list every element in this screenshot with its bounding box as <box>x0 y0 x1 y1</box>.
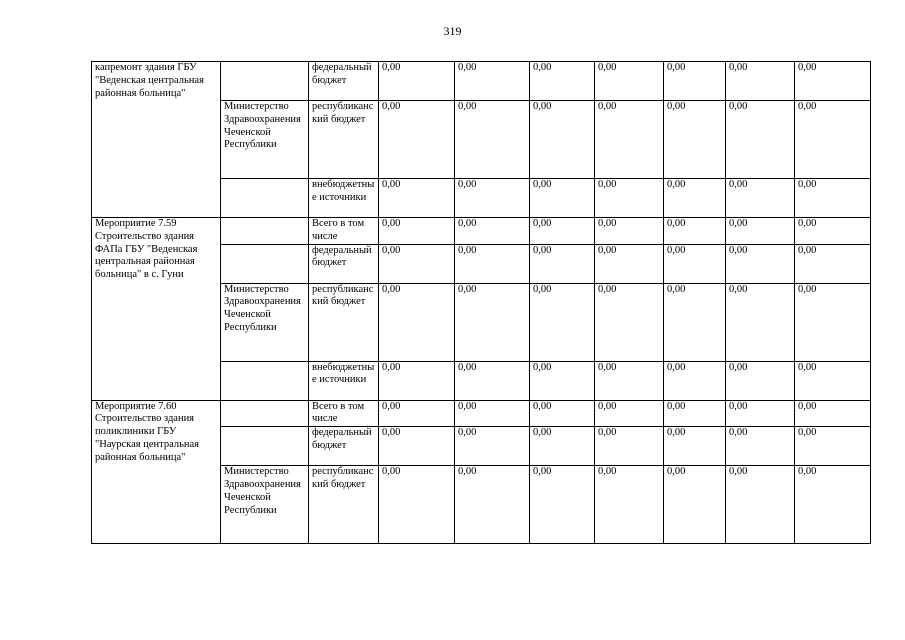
amount-cell: 0,00 <box>455 218 530 245</box>
amount-cell: 0,00 <box>664 179 726 218</box>
amount-cell: 0,00 <box>664 361 726 400</box>
amount-cell: 0,00 <box>795 466 871 544</box>
amount-cell: 0,00 <box>726 244 795 283</box>
amount-cell: 0,00 <box>795 179 871 218</box>
amount-cell: 0,00 <box>795 361 871 400</box>
amount-cell: 0,00 <box>595 361 664 400</box>
budget-table <box>91 61 871 544</box>
amount-cell: 0,00 <box>530 244 595 283</box>
table-row <box>92 400 871 427</box>
amount-cell: 0,00 <box>664 62 726 101</box>
amount-cell: 0,00 <box>726 400 795 427</box>
amount-cell: 0,00 <box>379 101 455 179</box>
amount-cell: 0,00 <box>379 283 455 361</box>
amount-cell: 0,00 <box>664 101 726 179</box>
amount-cell: 0,00 <box>795 218 871 245</box>
executor-cell: Министерство Здравоохранения Чеченской Республики <box>221 101 309 179</box>
amount-cell: 0,00 <box>455 466 530 544</box>
amount-cell: 0,00 <box>795 283 871 361</box>
executor-cell <box>221 218 309 245</box>
amount-cell: 0,00 <box>664 466 726 544</box>
amount-cell: 0,00 <box>530 427 595 466</box>
table-row <box>92 218 871 245</box>
executor-cell: Министерство Здравоохранения Чеченской Республики <box>221 466 309 544</box>
amount-cell: 0,00 <box>795 62 871 101</box>
funding-source-cell: федеральный бюджет <box>309 62 379 101</box>
amount-cell: 0,00 <box>664 244 726 283</box>
event-description-cell: Мероприятие 7.59 Строительство здания ФАПа ГБУ "Веденская центральная районная больница" в с. Гуни <box>92 218 221 401</box>
amount-cell: 0,00 <box>530 179 595 218</box>
funding-source-cell: республиканский бюджет <box>309 466 379 544</box>
amount-cell: 0,00 <box>795 244 871 283</box>
amount-cell: 0,00 <box>726 283 795 361</box>
amount-cell: 0,00 <box>379 244 455 283</box>
amount-cell: 0,00 <box>664 283 726 361</box>
event-description-cell: Мероприятие 7.60 Строительство здания поликлиники ГБУ "Наурская центральная районная больница" <box>92 400 221 544</box>
amount-cell: 0,00 <box>379 179 455 218</box>
executor-cell <box>221 400 309 427</box>
amount-cell: 0,00 <box>530 101 595 179</box>
amount-cell: 0,00 <box>530 361 595 400</box>
amount-cell: 0,00 <box>455 244 530 283</box>
amount-cell: 0,00 <box>455 400 530 427</box>
amount-cell: 0,00 <box>664 218 726 245</box>
amount-cell: 0,00 <box>595 466 664 544</box>
amount-cell: 0,00 <box>530 400 595 427</box>
amount-cell: 0,00 <box>664 400 726 427</box>
table-row <box>92 62 871 101</box>
amount-cell: 0,00 <box>595 283 664 361</box>
amount-cell: 0,00 <box>595 179 664 218</box>
amount-cell: 0,00 <box>595 101 664 179</box>
amount-cell: 0,00 <box>795 427 871 466</box>
amount-cell: 0,00 <box>455 427 530 466</box>
amount-cell: 0,00 <box>455 283 530 361</box>
amount-cell: 0,00 <box>595 400 664 427</box>
executor-cell <box>221 361 309 400</box>
funding-source-cell: Всего в том числе <box>309 400 379 427</box>
funding-source-cell: внебюджетные источники <box>309 179 379 218</box>
funding-source-cell: республиканский бюджет <box>309 101 379 179</box>
amount-cell: 0,00 <box>595 244 664 283</box>
amount-cell: 0,00 <box>379 466 455 544</box>
amount-cell: 0,00 <box>379 400 455 427</box>
amount-cell: 0,00 <box>379 361 455 400</box>
executor-cell <box>221 179 309 218</box>
executor-cell <box>221 244 309 283</box>
amount-cell: 0,00 <box>530 466 595 544</box>
amount-cell: 0,00 <box>726 101 795 179</box>
amount-cell: 0,00 <box>379 427 455 466</box>
funding-source-cell: федеральный бюджет <box>309 427 379 466</box>
amount-cell: 0,00 <box>726 218 795 245</box>
amount-cell: 0,00 <box>530 62 595 101</box>
amount-cell: 0,00 <box>795 101 871 179</box>
amount-cell: 0,00 <box>664 427 726 466</box>
amount-cell: 0,00 <box>379 218 455 245</box>
funding-source-cell: внебюджетные источники <box>309 361 379 400</box>
funding-source-cell: федеральный бюджет <box>309 244 379 283</box>
executor-cell: Министерство Здравоохранения Чеченской Республики <box>221 283 309 361</box>
amount-cell: 0,00 <box>726 361 795 400</box>
amount-cell: 0,00 <box>455 62 530 101</box>
funding-source-cell: республиканский бюджет <box>309 283 379 361</box>
amount-cell: 0,00 <box>726 179 795 218</box>
amount-cell: 0,00 <box>530 218 595 245</box>
amount-cell: 0,00 <box>530 283 595 361</box>
amount-cell: 0,00 <box>726 466 795 544</box>
amount-cell: 0,00 <box>595 427 664 466</box>
amount-cell: 0,00 <box>595 62 664 101</box>
event-description-cell: капремонт здания ГБУ "Веденская центральная районная больница" <box>92 62 221 218</box>
funding-source-cell: Всего в том числе <box>309 218 379 245</box>
amount-cell: 0,00 <box>455 101 530 179</box>
amount-cell: 0,00 <box>595 218 664 245</box>
amount-cell: 0,00 <box>455 361 530 400</box>
amount-cell: 0,00 <box>455 179 530 218</box>
amount-cell: 0,00 <box>379 62 455 101</box>
executor-cell <box>221 62 309 101</box>
amount-cell: 0,00 <box>726 427 795 466</box>
page-number: 319 <box>443 24 462 38</box>
executor-cell <box>221 427 309 466</box>
amount-cell: 0,00 <box>795 400 871 427</box>
amount-cell: 0,00 <box>726 62 795 101</box>
